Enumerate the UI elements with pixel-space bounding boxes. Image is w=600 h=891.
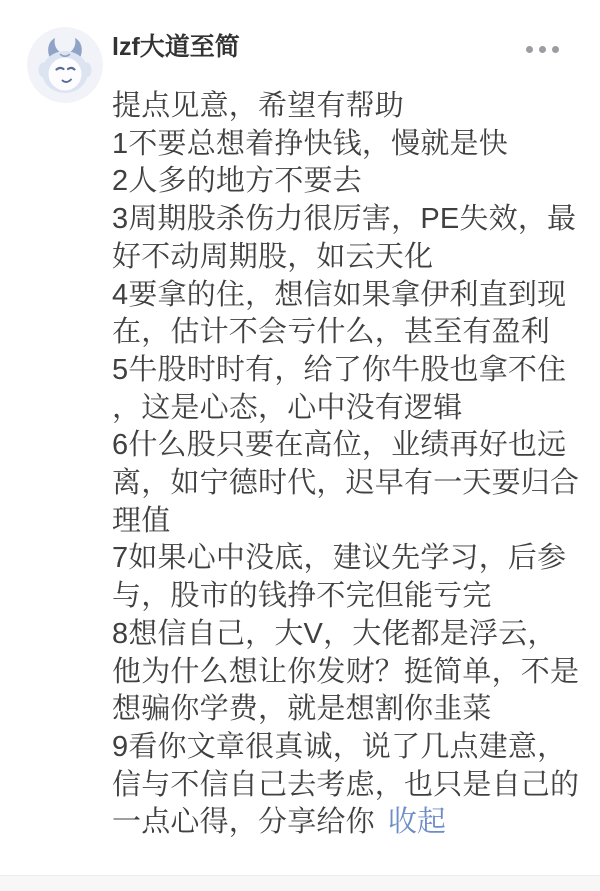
post-text-line: 想骗你学费，就是想割你韭菜	[112, 693, 492, 726]
more-dot-icon	[539, 46, 546, 53]
post-text-line: 6什么股只要在高位，业绩再好也远	[112, 429, 567, 462]
user-avatar[interactable]	[27, 27, 103, 103]
post-text-lines	[112, 88, 580, 804]
post-text-line: 理值	[112, 504, 171, 537]
post-text-line: 2人多的地方不要去	[112, 165, 362, 198]
card-divider	[0, 875, 600, 891]
author-name[interactable]: lzf大道至简	[112, 33, 240, 61]
post-text-line: 7如果心中没底，建议先学习，后参	[112, 542, 567, 575]
post-text-line: ，这是心态，心中没有逻辑	[112, 391, 463, 424]
post-text-line: 他为什么想让你发财？挺简单，不是	[112, 655, 580, 688]
post-text-line: 好不动周期股，如云天化	[112, 240, 434, 273]
post-body	[112, 88, 580, 842]
collapse-link[interactable]: 收起	[387, 806, 447, 839]
post-text-line: 5牛股时时有，给了你牛股也拿不住	[112, 353, 567, 386]
more-dot-icon	[526, 46, 533, 53]
post-last-line	[112, 804, 580, 842]
post-text-line: 信与不信自己去考虑，也只是自己的	[112, 768, 580, 801]
post-text-line: 离，如宁德时代，迟早有一天要归合	[112, 467, 580, 500]
post-text-line: 在，估计不会亏什么，甚至有盈利	[112, 316, 551, 349]
post-text-line: 8想信自己，大V，大佬都是浮云，	[112, 617, 557, 650]
post-text-line: 4要拿的住，想信如果拿伊利直到现	[112, 278, 567, 311]
post-text-line: 1不要总想着挣快钱，慢就是快	[112, 127, 508, 160]
post-text-line: 9看你文章很真诚，说了几点建意，	[112, 730, 567, 763]
post-text-line: 提点见意，希望有帮助	[112, 90, 405, 122]
more-dot-icon	[552, 46, 559, 53]
bull-avatar-icon	[27, 27, 103, 103]
post-text-line: 一点心得，分享给你	[112, 806, 375, 839]
post-text-line: 与，股市的钱挣不完但能亏完	[112, 580, 492, 613]
more-options-button[interactable]	[524, 42, 561, 57]
post-text-line: 3周期股杀伤力很厉害，PE失效，最	[112, 203, 577, 236]
